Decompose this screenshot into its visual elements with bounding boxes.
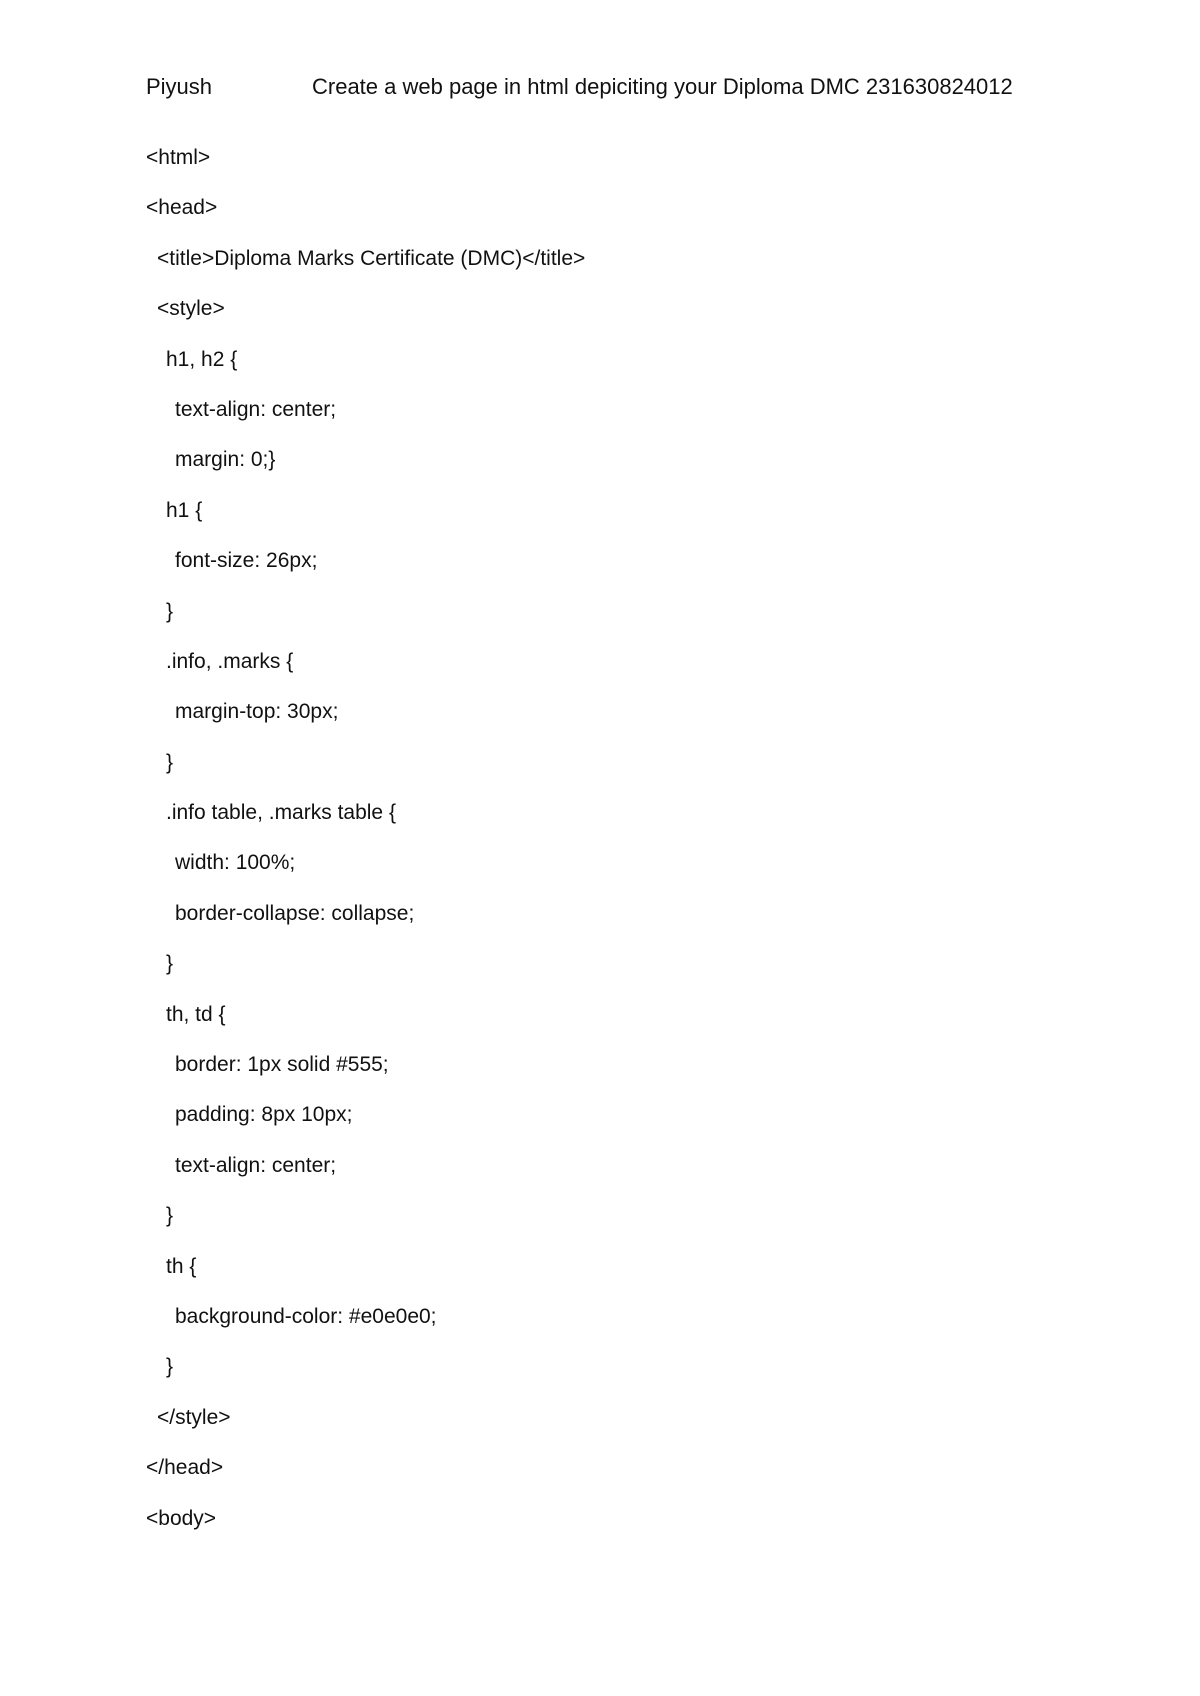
code-line: } — [166, 1204, 174, 1228]
code-line: <html> — [146, 146, 211, 169]
code-line: text-align: center; — [175, 397, 337, 421]
code-line: } — [166, 599, 174, 623]
code-line: h1, h2 { — [166, 347, 238, 371]
code-listing — [146, 141, 1066, 1552]
code-line: border-collapse: collapse; — [175, 901, 415, 925]
code-line: .info table, .marks table { — [166, 801, 396, 825]
code-line: </head> — [146, 1456, 224, 1480]
code-line: border: 1px solid #555; — [175, 1053, 389, 1077]
code-line: </style> — [157, 1405, 231, 1429]
code-line: background-color: #e0e0e0; — [175, 1304, 437, 1328]
code-line: th, td { — [166, 1002, 226, 1026]
code-line: width: 100%; — [175, 851, 296, 875]
code-line: <body> — [146, 1506, 217, 1530]
code-line: } — [166, 750, 174, 774]
code-line: margin-top: 30px; — [175, 700, 339, 724]
code-line: th { — [166, 1254, 197, 1278]
code-line: .info, .marks { — [166, 649, 294, 673]
code-line: <head> — [146, 196, 218, 220]
code-line: } — [166, 952, 174, 976]
author-name: Piyush — [146, 74, 213, 99]
code-line: <style> — [157, 297, 225, 321]
code-line: margin: 0;} — [175, 448, 276, 472]
code-line: font-size: 26px; — [175, 549, 318, 573]
code-line: text-align: center; — [175, 1153, 337, 1177]
page-header — [146, 70, 1066, 104]
code-line: h1 { — [166, 498, 203, 522]
code-line: padding: 8px 10px; — [175, 1103, 353, 1127]
code-line: <title>Diploma Marks Certificate (DMC)</title> — [157, 246, 586, 270]
assignment-title: Create a web page in html depiciting your Diploma DMC 231630824012 — [312, 74, 1013, 99]
code-line: } — [166, 1355, 174, 1379]
